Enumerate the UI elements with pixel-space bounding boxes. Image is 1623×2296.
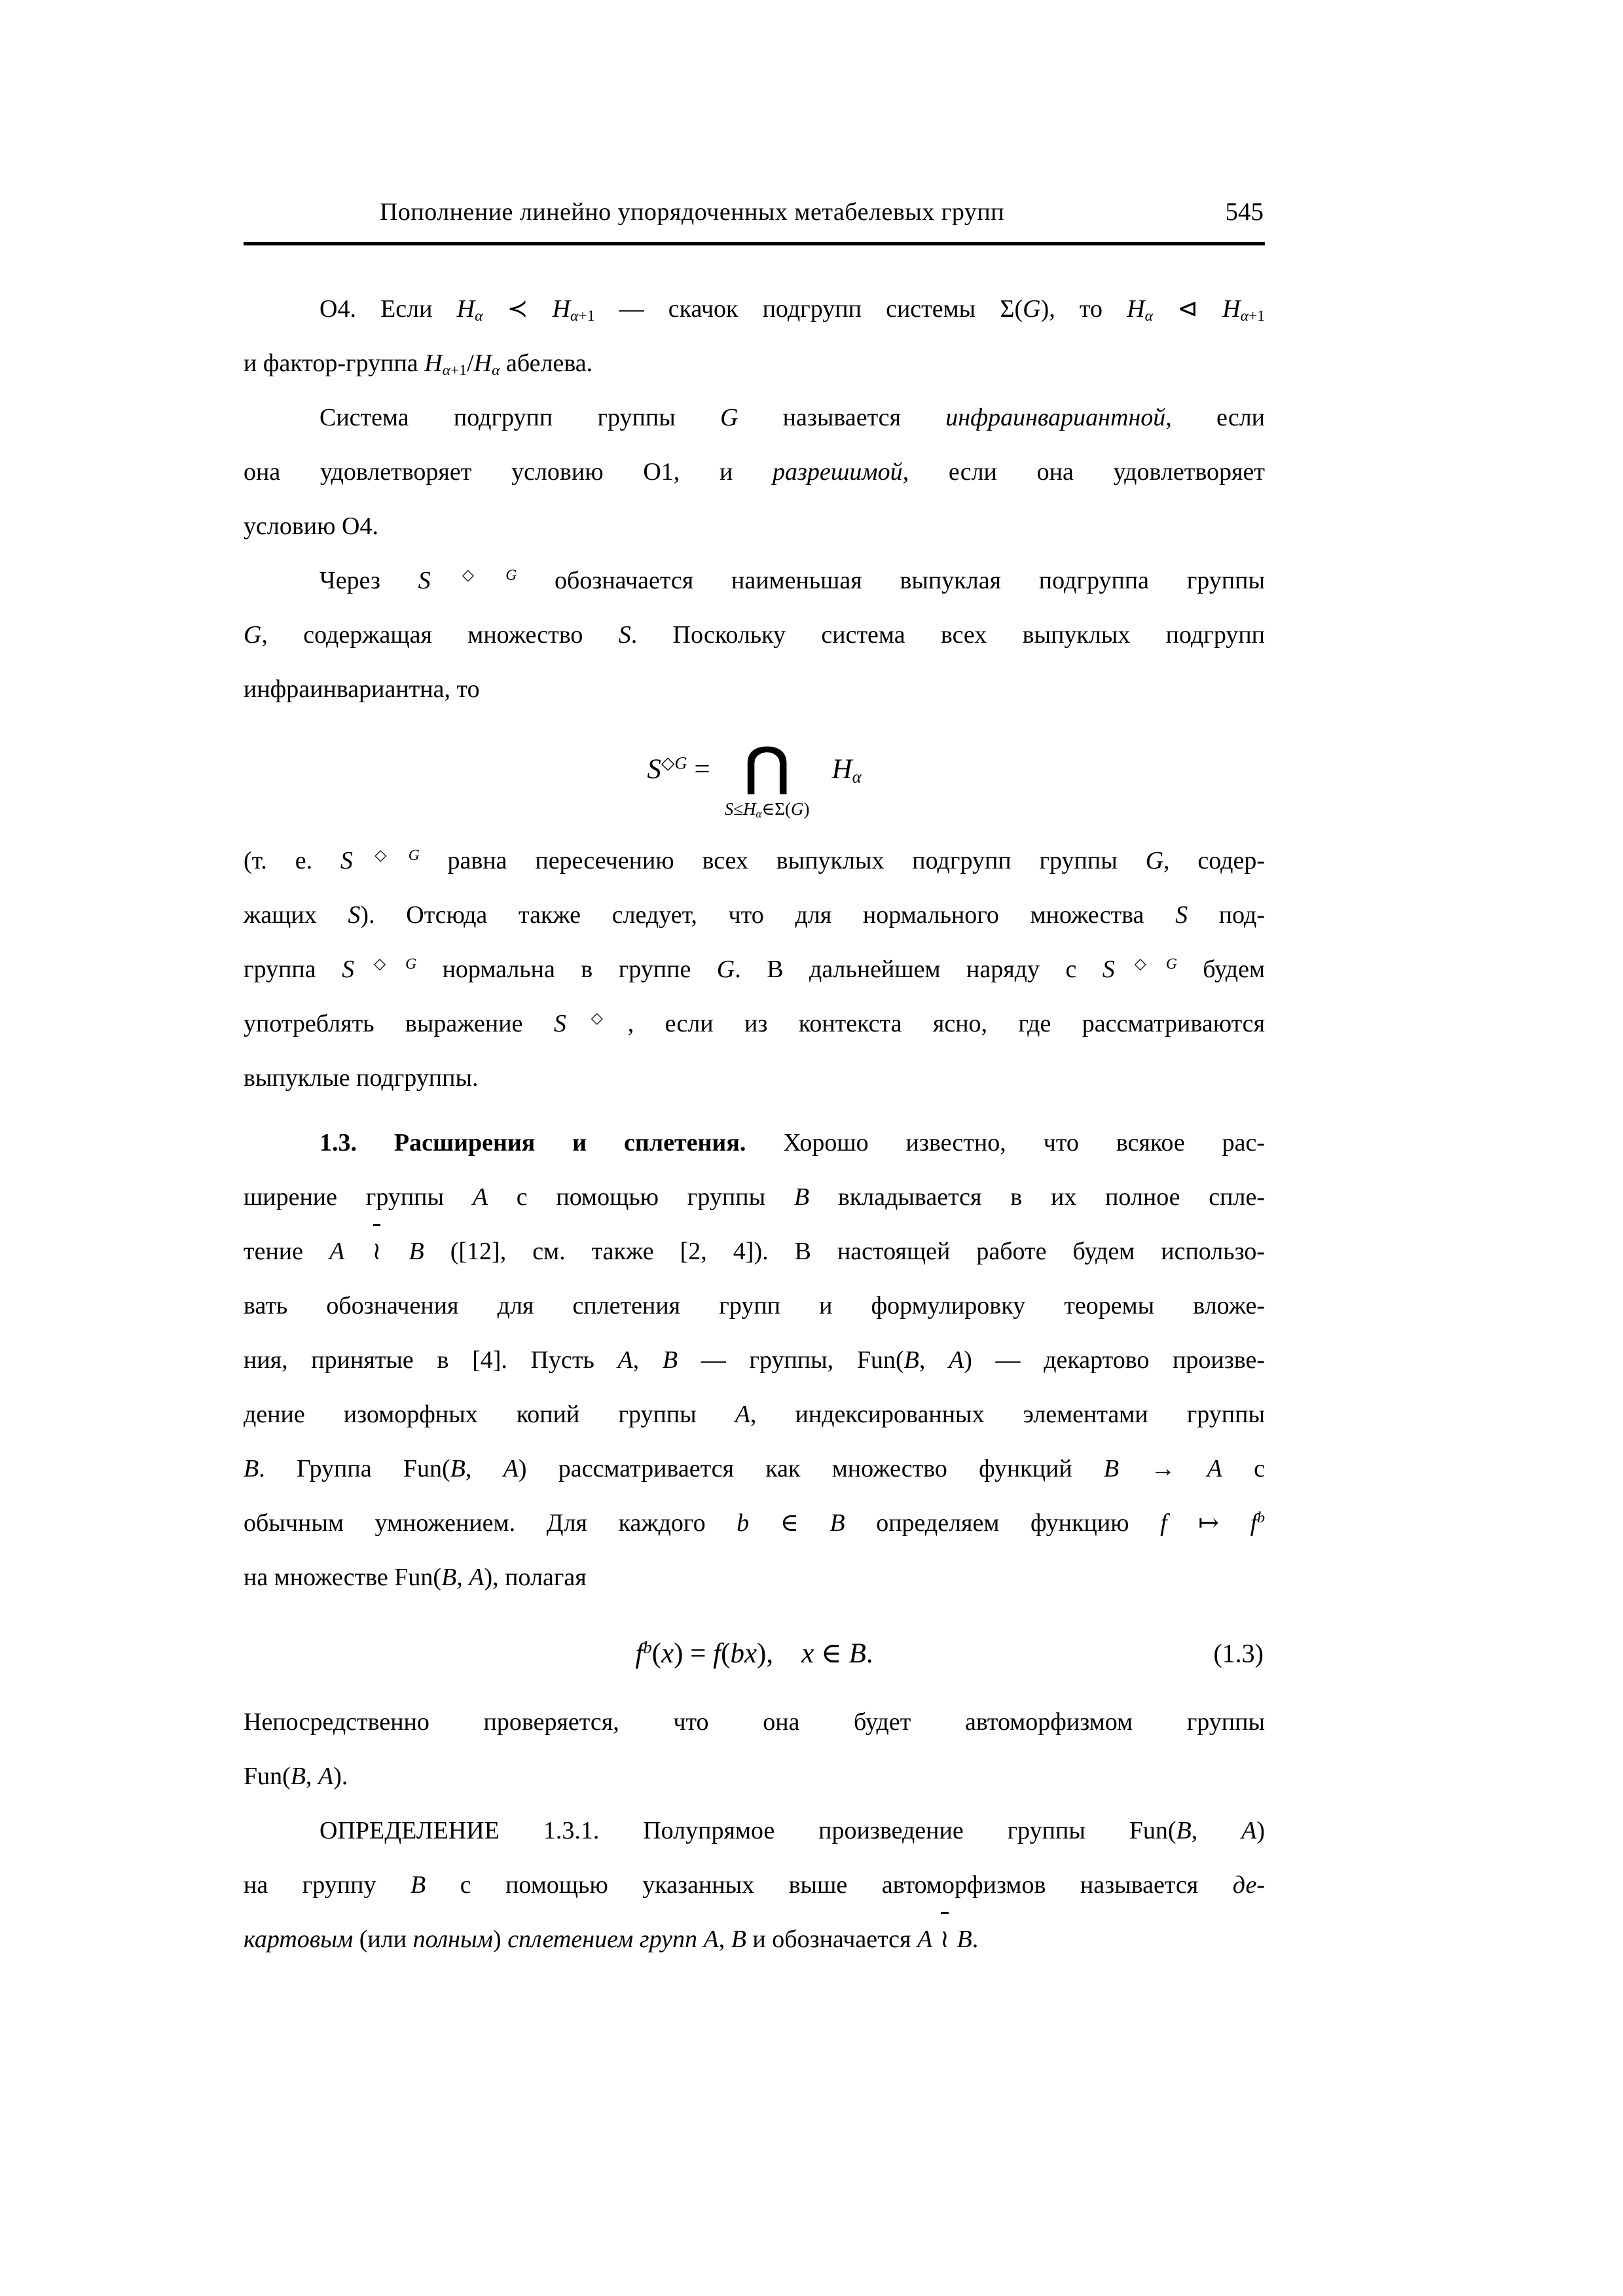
italic-text: G xyxy=(1023,295,1041,323)
paragraph xyxy=(244,391,1265,554)
italic-text: S xyxy=(1175,901,1188,929)
subscript: α+1 xyxy=(1240,307,1265,325)
wreath-product-symbol: ≀ xyxy=(371,1225,382,1279)
italic-text: сплетением групп xyxy=(507,1926,697,1954)
italic-text: G xyxy=(791,799,804,819)
superscript: ◇G xyxy=(661,753,687,773)
italic-text: α xyxy=(475,307,483,325)
italic-text: G xyxy=(674,753,687,773)
italic-text: H xyxy=(456,295,475,323)
subscript: α+1 xyxy=(570,307,595,325)
paragraph xyxy=(244,1695,1265,1804)
paragraph xyxy=(244,282,1265,391)
running-title: Пополнение линейно упорядоченных метабелевых групп xyxy=(379,198,1005,226)
italic-text: x xyxy=(801,1638,814,1669)
italic-text: H xyxy=(831,753,852,785)
italic-text: B xyxy=(409,1238,424,1266)
italic-text: S xyxy=(340,847,353,875)
italic-text: G xyxy=(1145,847,1164,875)
italic-text: α xyxy=(756,808,762,821)
text-line: Через $S^{◇G}$ обозначается наименьшая выпуклая подгруппа группы xyxy=(319,567,1266,594)
italic-text: A xyxy=(617,1346,633,1374)
text-line: на множестве Fun(B, A), полагая xyxy=(244,1564,587,1592)
italic-text: α xyxy=(1240,307,1249,325)
italic-text: разрешимой xyxy=(773,458,903,486)
page-number: 545 xyxy=(1225,198,1264,226)
italic-text: G xyxy=(244,621,262,649)
italic-text: B xyxy=(848,1638,866,1669)
formula-rhs xyxy=(832,753,862,787)
italic-text: H xyxy=(743,799,756,819)
wreath-product-symbol: ≀ xyxy=(939,1912,951,1967)
italic-text: A xyxy=(329,1238,345,1266)
text-line: выпуклые подгруппы. xyxy=(244,1064,479,1092)
italic-text: A xyxy=(1241,1817,1257,1845)
text-line: инфраинвариантна, то xyxy=(244,675,480,703)
text-line: Система подгрупп группы G называется инфраинвариантной, если xyxy=(319,404,1266,431)
italic-text: A xyxy=(503,1455,519,1483)
text-line: тение A ≀ B ([12], см. также [2, 4]). В настоящей работе будем использо- xyxy=(244,1225,1265,1279)
article-body xyxy=(244,282,1265,1967)
italic-text: S xyxy=(1102,956,1115,984)
italic-text: S xyxy=(647,753,661,785)
intersection-limits: $S\le H_\alpha\in\Sigma(G)$ xyxy=(724,799,810,821)
text-line: 1.3. Расширения и сплетения. Хорошо известно, что всякое рас- xyxy=(319,1129,1266,1157)
italic-text: H xyxy=(1222,295,1241,323)
italic-text: α xyxy=(852,766,862,787)
subscript xyxy=(1145,308,1153,325)
subscript: α+1 xyxy=(442,361,467,379)
italic-text: картовым xyxy=(244,1926,354,1954)
italic-text: B xyxy=(450,1455,465,1483)
italic-text: bx xyxy=(730,1638,757,1669)
text-line: дение изоморфных копий группы A, индексированных элементами группы xyxy=(244,1401,1265,1429)
italic-text: B xyxy=(903,1346,919,1374)
paragraph xyxy=(244,834,1265,1105)
italic-text: G xyxy=(1165,956,1177,973)
italic-text: A xyxy=(318,1763,334,1791)
italic-text: A xyxy=(735,1401,750,1429)
italic-text: B xyxy=(410,1871,426,1899)
text-line: и фактор-группа $H_{\alpha+1}/H_\alpha$ абелева. xyxy=(244,350,593,379)
superscript xyxy=(643,1637,651,1657)
subscript xyxy=(475,308,483,325)
text-line: условию О4. xyxy=(244,512,378,540)
italic-text: H xyxy=(1127,295,1145,323)
text-line: Fun(B, A). xyxy=(244,1763,348,1791)
subscript xyxy=(852,766,862,786)
paragraph xyxy=(244,554,1265,717)
italic-text: полным xyxy=(412,1926,494,1954)
superscript: ◇G xyxy=(354,956,417,973)
page-header xyxy=(244,196,1265,233)
italic-text: A xyxy=(1207,1455,1222,1483)
italic-text: де- xyxy=(1232,1871,1265,1899)
italic-text: α xyxy=(492,361,500,379)
text-line: ния, принятые в [4]. Пусть A, B — группы, Fun(B, A) — декартово произве- xyxy=(244,1346,1266,1374)
paragraph xyxy=(244,1116,1265,1605)
italic-text: B xyxy=(662,1346,678,1374)
italic-text: B xyxy=(290,1763,306,1791)
italic-text: f xyxy=(635,1638,644,1669)
text-line: вать обозначения для сплетения групп и формулировку теоремы вложе- xyxy=(244,1292,1265,1320)
intersection-operator xyxy=(724,736,810,821)
text-line: G, содержащая множество S. Поскольку система всех выпуклых подгрупп xyxy=(244,621,1266,649)
formula-lhs: $S^{◇G}$ = xyxy=(647,753,710,785)
text-line: картовым (или полным) сплетением групп A, B и обозначается A ≀ B. xyxy=(244,1912,1265,1967)
italic-text: S xyxy=(418,567,431,594)
page-content xyxy=(244,196,1265,1967)
italic-text: A xyxy=(949,1346,964,1374)
italic-text: H xyxy=(552,295,571,323)
superscript: ◇G xyxy=(430,567,517,584)
superscript: ◇G xyxy=(352,847,420,865)
text-line: употреблять выражение S◇, если из контекста ясно, где рассматриваются xyxy=(244,1010,1266,1038)
italic-text: B xyxy=(957,1926,972,1954)
display-formula-intersection xyxy=(244,736,1265,821)
intersection-symbol: ⋂ xyxy=(744,736,790,797)
italic-text: f xyxy=(713,1638,721,1669)
display-equation xyxy=(244,1627,1265,1679)
italic-text: S xyxy=(618,621,631,649)
italic-text: f xyxy=(1250,1509,1258,1537)
italic-text: α xyxy=(442,361,450,379)
italic-text: A xyxy=(472,1183,488,1211)
italic-text: S xyxy=(553,1010,566,1038)
paragraph xyxy=(244,1804,1265,1967)
italic-text: S xyxy=(342,956,355,984)
italic-text: B xyxy=(244,1455,259,1483)
bold-text: 1.3. Расширения и сплетения. xyxy=(319,1129,746,1157)
italic-text: b xyxy=(1257,1509,1266,1527)
italic-text: B xyxy=(793,1183,810,1211)
italic-text: B xyxy=(441,1564,457,1592)
text-line: (т. е. $S^{◇G}$ равна пересечению всех выпуклых подгрупп группы G, содер- xyxy=(244,847,1265,875)
superscript: ◇ xyxy=(566,1010,628,1028)
italic-text: G xyxy=(408,847,420,865)
text-line: ширение группы A с помощью группы B вкладывается в их полное спле- xyxy=(244,1183,1265,1211)
italic-text: S xyxy=(348,901,361,929)
italic-text: G xyxy=(405,956,417,973)
italic-text: G xyxy=(716,956,735,984)
subscript xyxy=(756,808,762,820)
italic-text: α xyxy=(570,307,579,325)
text-line: B. Группа Fun(B, A) рассматривается как множество функций B → A с xyxy=(244,1455,1266,1483)
text-line: она удовлетворяет условию О1, и разрешимой, если она удовлетворяет xyxy=(244,458,1265,486)
italic-text: b xyxy=(643,1636,652,1657)
italic-text: A xyxy=(703,1926,719,1954)
text-line: на группу B с помощью указанных выше автоморфизмов называется де- xyxy=(244,1871,1265,1899)
text-line: группа $S^{◇G}$ нормальна в группе G. В дальнейшем наряду с $S^{◇G}$ будем xyxy=(244,956,1266,984)
equation-number: (1.3) xyxy=(1213,1638,1264,1668)
text-line: ОПРЕДЕЛЕНИЕ 1.3.1. Полупрямое произведение группы Fun(B, A) xyxy=(319,1817,1266,1845)
italic-text: A xyxy=(917,1926,933,1954)
italic-text: S xyxy=(724,799,734,819)
italic-text: G xyxy=(505,567,517,584)
text-line: обычным умножением. Для каждого b ∈ B определяем функцию f ↦ $f^b$ xyxy=(244,1509,1266,1537)
italic-text: f xyxy=(1160,1509,1167,1537)
italic-text: α xyxy=(1144,307,1153,325)
italic-text: B xyxy=(1103,1455,1120,1483)
italic-text: G xyxy=(720,404,739,431)
subscript xyxy=(492,362,500,379)
italic-text: инфраинвариантной xyxy=(945,404,1166,431)
italic-text: B xyxy=(1176,1817,1192,1845)
equation-body: $f^b(x) = f(bx)$, x ∈ B. xyxy=(635,1636,873,1669)
header-rule xyxy=(244,242,1265,245)
italic-text: b xyxy=(737,1509,750,1537)
italic-text: B xyxy=(731,1926,746,1954)
italic-text: B xyxy=(830,1509,845,1537)
italic-text: H xyxy=(424,350,443,377)
italic-text: A xyxy=(469,1564,484,1592)
italic-text: H xyxy=(473,350,492,377)
text-line: жащих S). Отсюда также следует, что для нормального множества S под- xyxy=(244,901,1266,929)
superscript xyxy=(1257,1509,1265,1526)
text-line: О4. Если $H_\alpha$ ≺ $H_{\alpha+1}$ — скачок подгрупп системы Σ(G), то $H_\alpha$ ⊲ $H_{\alpha+1}$ xyxy=(319,295,1265,325)
italic-text: x xyxy=(661,1638,674,1669)
superscript: ◇G xyxy=(1114,956,1177,973)
text-line: Непосредственно проверяется, что она будет автоморфизмом группы xyxy=(244,1708,1265,1736)
